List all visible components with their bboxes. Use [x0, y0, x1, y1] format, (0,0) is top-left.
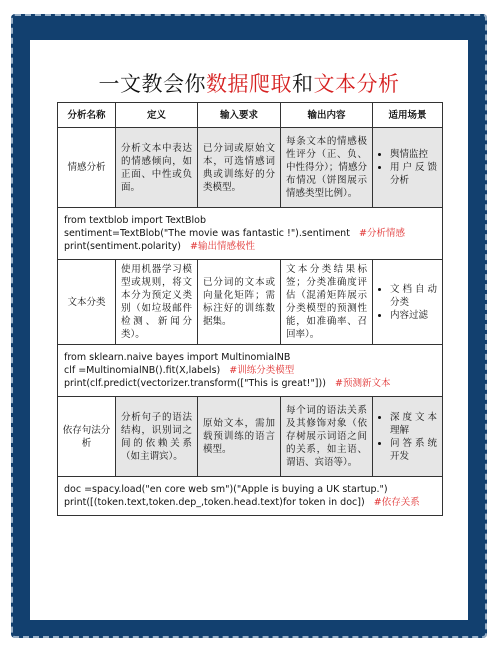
code-block	[58, 208, 443, 260]
table-row	[58, 397, 443, 477]
code-comment: #输出情感极性	[190, 241, 256, 252]
row-input: 原始文本，需加载预训练的语言模型。	[198, 397, 281, 477]
code-line: print([(token.text,token.dep_,token.head.text)for token in doc]) #依存关系	[64, 497, 420, 508]
header-name: 分析名称	[58, 103, 116, 128]
code-comment: #分析情感	[359, 228, 405, 239]
row-input: 已分词的文本或向量化矩阵；需标注好的训练数据集。	[198, 260, 281, 345]
header-row	[58, 103, 443, 128]
code-line: print(sentiment.polarity) #输出情感极性	[64, 241, 256, 252]
code-block	[58, 477, 443, 516]
analysis-table	[57, 102, 443, 516]
scene-item: • 文档自动分类	[390, 283, 437, 309]
scene-item: • 深度文本理解	[390, 411, 437, 437]
code-comment: #预测新文本	[335, 378, 391, 389]
code-row	[58, 477, 443, 516]
row-definition: 使用机器学习模型或规则，将文本分为预定义类别（如垃圾邮件检测、新闻分类）。	[116, 260, 198, 345]
row-definition: 分析文本中表达的情感倾向，如正面、中性或负面。	[116, 128, 198, 208]
scene-item: • 内容过滤	[390, 309, 437, 322]
title-part-3: 和	[292, 72, 314, 96]
scene-item: • 舆情监控	[390, 148, 437, 161]
header-scenes: 适用场景	[373, 103, 443, 128]
content-card	[30, 40, 468, 620]
title-part-1: 一文教会你	[98, 72, 206, 96]
header-input: 输入要求	[198, 103, 281, 128]
row-definition: 分析句子的语法结构，识别词之间的依赖关系（如主谓宾）。	[116, 397, 198, 477]
code-comment: #训练分类模型	[229, 365, 295, 376]
code-line: from sklearn.naive bayes import MultinomialNB	[64, 352, 291, 363]
header-output: 输出内容	[281, 103, 373, 128]
row-output: 文本分类结果标签；分类准确度评估（混淆矩阵展示分类模型的预测性能，如准确率、召回率）。	[281, 260, 373, 345]
code-line: from textblob import TextBlob	[64, 215, 207, 226]
table-row	[58, 128, 443, 208]
title-part-4: 文本分析	[313, 72, 400, 96]
table-row	[58, 260, 443, 345]
row-scenes	[373, 260, 443, 345]
title-part-2: 数据爬取	[206, 72, 292, 96]
code-line: doc =spacy.load("en core web sm")("Apple is buying a UK startup.")	[64, 484, 388, 495]
code-line: sentiment=TextBlob("The movie was fantastic !").sentiment #分析情感	[64, 228, 405, 239]
row-name: 情感分析	[58, 128, 116, 208]
row-name: 文本分类	[58, 260, 116, 345]
row-output: 每条文本的情感极性评分（正、负、中性得分）；情感分布情况（饼图展示情感类型比例）。	[281, 128, 373, 208]
code-line: print(clf.predict(vectorizer.transform(["This is great!"])) #预测新文本	[64, 378, 391, 389]
code-block	[58, 345, 443, 397]
row-scenes	[373, 128, 443, 208]
code-line: clf =MultinomialNB().fit(X,labels) #训练分类模型	[64, 365, 295, 376]
code-row	[58, 208, 443, 260]
scene-item: • 问答系统开发	[390, 437, 437, 463]
row-output: 每个词的语法关系及其修饰对象（依存树展示词语之间的关系，如主语、谓语、宾语等）。	[281, 397, 373, 477]
scene-item: • 用户反馈分析	[390, 161, 437, 187]
row-name: 依存句法分析	[58, 397, 116, 477]
code-comment: #依存关系	[373, 497, 420, 508]
code-row	[58, 345, 443, 397]
row-scenes	[373, 397, 443, 477]
page-title	[30, 68, 468, 98]
header-definition: 定义	[116, 103, 198, 128]
row-input: 已分词或原始文本，可选情感词典或训练好的分类模型。	[198, 128, 281, 208]
